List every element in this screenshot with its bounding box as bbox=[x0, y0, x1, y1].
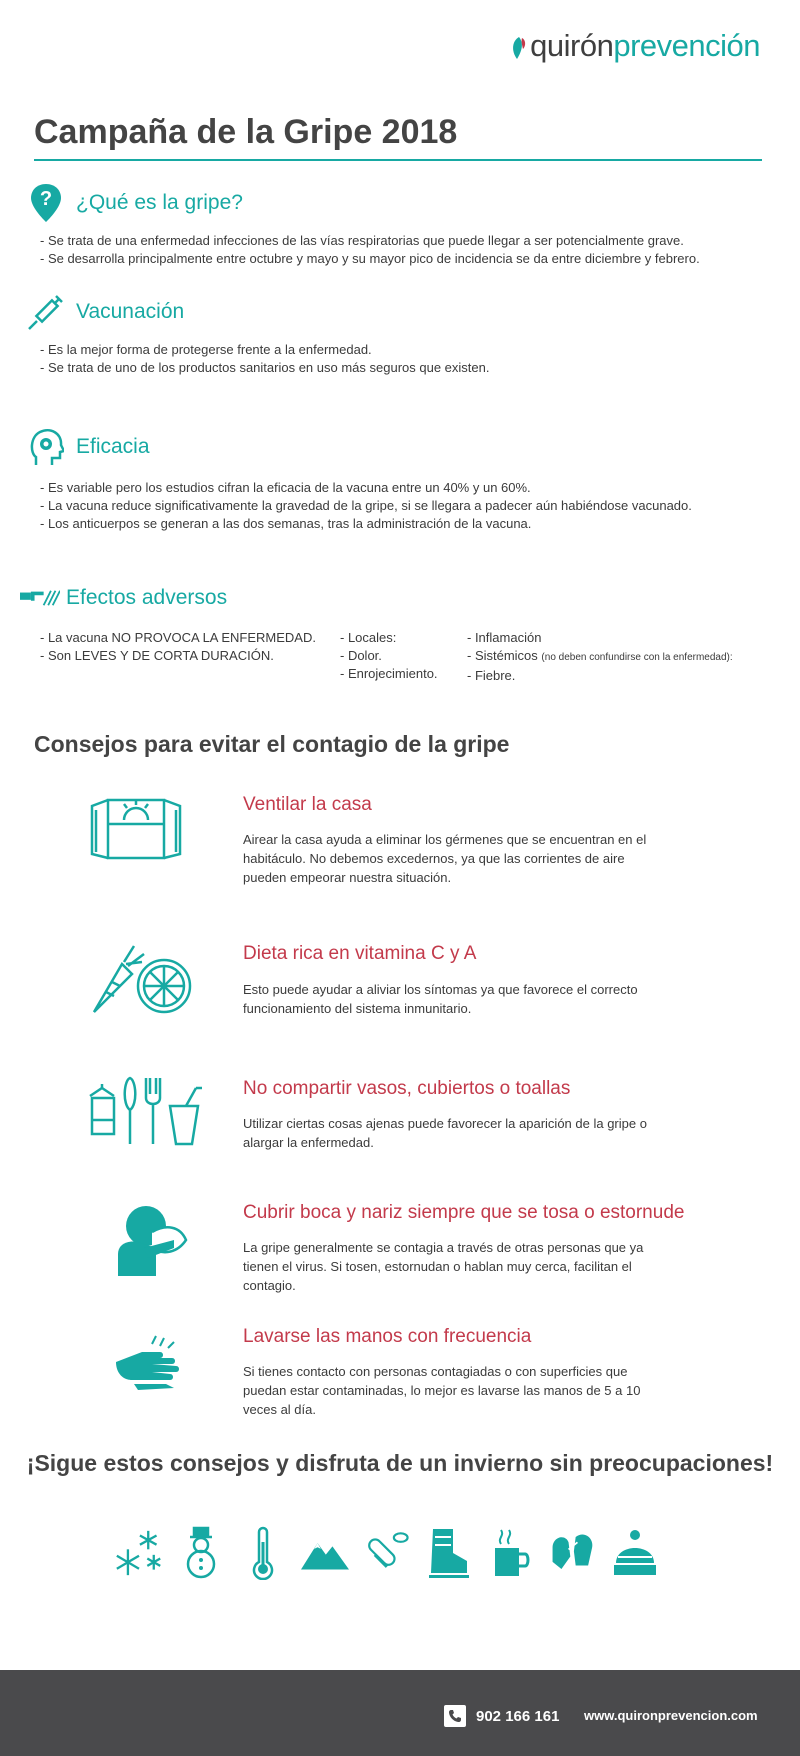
tip-title: Ventilar la casa bbox=[243, 794, 372, 815]
tip-title: Dieta rica en vitamina C y A bbox=[243, 943, 477, 964]
winter-icons-row bbox=[115, 1525, 659, 1581]
footer-website-link[interactable]: www.quironprevencion.com bbox=[584, 1708, 758, 1723]
adverse-item: - Enrojecimiento. bbox=[340, 666, 438, 681]
thermometer-icon bbox=[239, 1525, 287, 1581]
tip-text: Si tienes contacto con personas contagiadas o con superficies que puedan estar contaminadas, lo mejor es lavarse las manos de 5 a 10 veces al día. bbox=[243, 1364, 641, 1417]
head-gear-icon bbox=[26, 427, 66, 467]
bullet-item: - Se trata de uno de los productos sanitarios en uso más seguros que existen. bbox=[40, 360, 490, 375]
window-icon bbox=[86, 794, 196, 874]
section-efectos-adversos bbox=[20, 578, 227, 618]
adverse-item: - Fiebre. bbox=[467, 668, 516, 683]
carrot-orange-icon bbox=[86, 940, 196, 1020]
adverse-item: - Son LEVES Y DE CORTA DURACIÓN. bbox=[40, 648, 274, 663]
question-pin-icon bbox=[26, 183, 66, 223]
adverse-item: - Dolor. bbox=[340, 648, 382, 663]
section-title: Vacunación bbox=[76, 300, 185, 323]
syringe-icon bbox=[26, 292, 66, 332]
section-vacunacion bbox=[26, 292, 184, 332]
section-title: Eficacia bbox=[76, 435, 150, 458]
footer bbox=[0, 1670, 800, 1756]
handwash-icon bbox=[112, 1332, 222, 1412]
tip-title: Cubrir boca y nariz siempre que se tosa o estornude bbox=[243, 1202, 685, 1223]
phone-icon bbox=[444, 1705, 466, 1727]
bullet-item: - Se trata de una enfermedad infecciones de las vías respiratorias que puede llegar a ser potencialmente grave. bbox=[40, 233, 684, 248]
mountains-icon bbox=[301, 1525, 349, 1581]
bullet-item: - Se desarrolla principalmente entre octubre y mayo y su mayor pico de incidencia se da entre diciembre y febrero. bbox=[40, 251, 700, 266]
leaf-logo-icon bbox=[510, 33, 526, 59]
tip-text: La gripe generalmente se contagia a través de otras personas que ya tienen el virus. Si tosen, estornudan o hablan muy cerca, facilitan el contagio. bbox=[243, 1240, 644, 1293]
section-bullets bbox=[40, 341, 489, 377]
page-title: Campaña de la Gripe 2018 bbox=[34, 113, 458, 151]
snowboard-goggles-icon bbox=[363, 1525, 411, 1581]
adverse-item bbox=[467, 647, 733, 667]
bullet-item: - Los anticuerpos se generan a las dos semanas, tras la administración de la vacuna. bbox=[40, 516, 532, 531]
closing-slogan: ¡Sigue estos consejos y disfruta de un invierno sin preocupaciones! bbox=[26, 1450, 774, 1476]
adverse-col-3 bbox=[467, 629, 733, 685]
section-bullets bbox=[40, 479, 692, 533]
brand-name-part2: prevención bbox=[613, 28, 760, 63]
brand-logo bbox=[510, 28, 760, 64]
bullet-item: - Es variable pero los estudios cifran la eficacia de la vacuna entre un 40% y un 60%. bbox=[40, 480, 531, 495]
consejos-title: Consejos para evitar el contagio de la gripe bbox=[34, 731, 510, 757]
title-divider bbox=[34, 159, 762, 161]
bullet-item: - Es la mejor forma de protegerse frente a la enfermedad. bbox=[40, 342, 372, 357]
adverse-item-label: - Sistémicos bbox=[467, 648, 538, 663]
ski-boot-icon bbox=[425, 1525, 473, 1581]
adverse-note: (no deben confundirse con la enfermedad): bbox=[541, 652, 733, 663]
section-que-es-gripe bbox=[26, 183, 243, 223]
svg-text:?: ? bbox=[39, 188, 53, 210]
adverse-col-2 bbox=[340, 629, 438, 683]
section-eficacia bbox=[26, 427, 150, 467]
snowflakes-icon bbox=[115, 1525, 163, 1581]
sneeze-icon bbox=[112, 1200, 222, 1280]
tip-title: No compartir vasos, cubiertos o toallas bbox=[243, 1078, 571, 1099]
mittens-icon bbox=[549, 1525, 597, 1581]
towel-cutlery-glass-icon bbox=[86, 1074, 196, 1154]
phone-number: 902 166 161 bbox=[476, 1707, 560, 1725]
beanie-icon bbox=[611, 1525, 659, 1581]
tip-text: Airear la casa ayuda a eliminar los gérmenes que se encuentran en el habitáculo. No debemos excedernos, ya que las corrientes de aire pueden empeorar nuestra situación. bbox=[243, 832, 647, 885]
adverse-item: - La vacuna NO PROVOCA LA ENFERMEDAD. bbox=[40, 630, 316, 645]
tip-text: Esto puede ayudar a aliviar los síntomas ya que favorece el correcto funcionamiento del sistema inmunitario. bbox=[243, 982, 638, 1016]
tip-title: Lavarse las manos con frecuencia bbox=[243, 1326, 532, 1347]
section-title: Efectos adversos bbox=[66, 586, 228, 609]
adverse-item: - Locales: bbox=[340, 630, 397, 645]
brand-name-part1: quirón bbox=[530, 28, 614, 63]
pointing-hand-icon bbox=[20, 578, 60, 618]
footer-phone[interactable] bbox=[444, 1705, 559, 1727]
snowman-icon bbox=[177, 1525, 225, 1581]
section-bullets bbox=[40, 232, 700, 268]
adverse-item: - Inflamación bbox=[467, 630, 542, 645]
hot-drink-icon bbox=[487, 1525, 535, 1581]
tip-text: Utilizar ciertas cosas ajenas puede favorecer la aparición de la gripe o alargar la enfermedad. bbox=[243, 1116, 647, 1150]
bullet-item: - La vacuna reduce significativamente la gravedad de la gripe, si se llegara a padecer aún habiéndose vacunado. bbox=[40, 498, 692, 513]
section-title: ¿Qué es la gripe? bbox=[76, 191, 243, 214]
adverse-col-1 bbox=[40, 629, 316, 665]
